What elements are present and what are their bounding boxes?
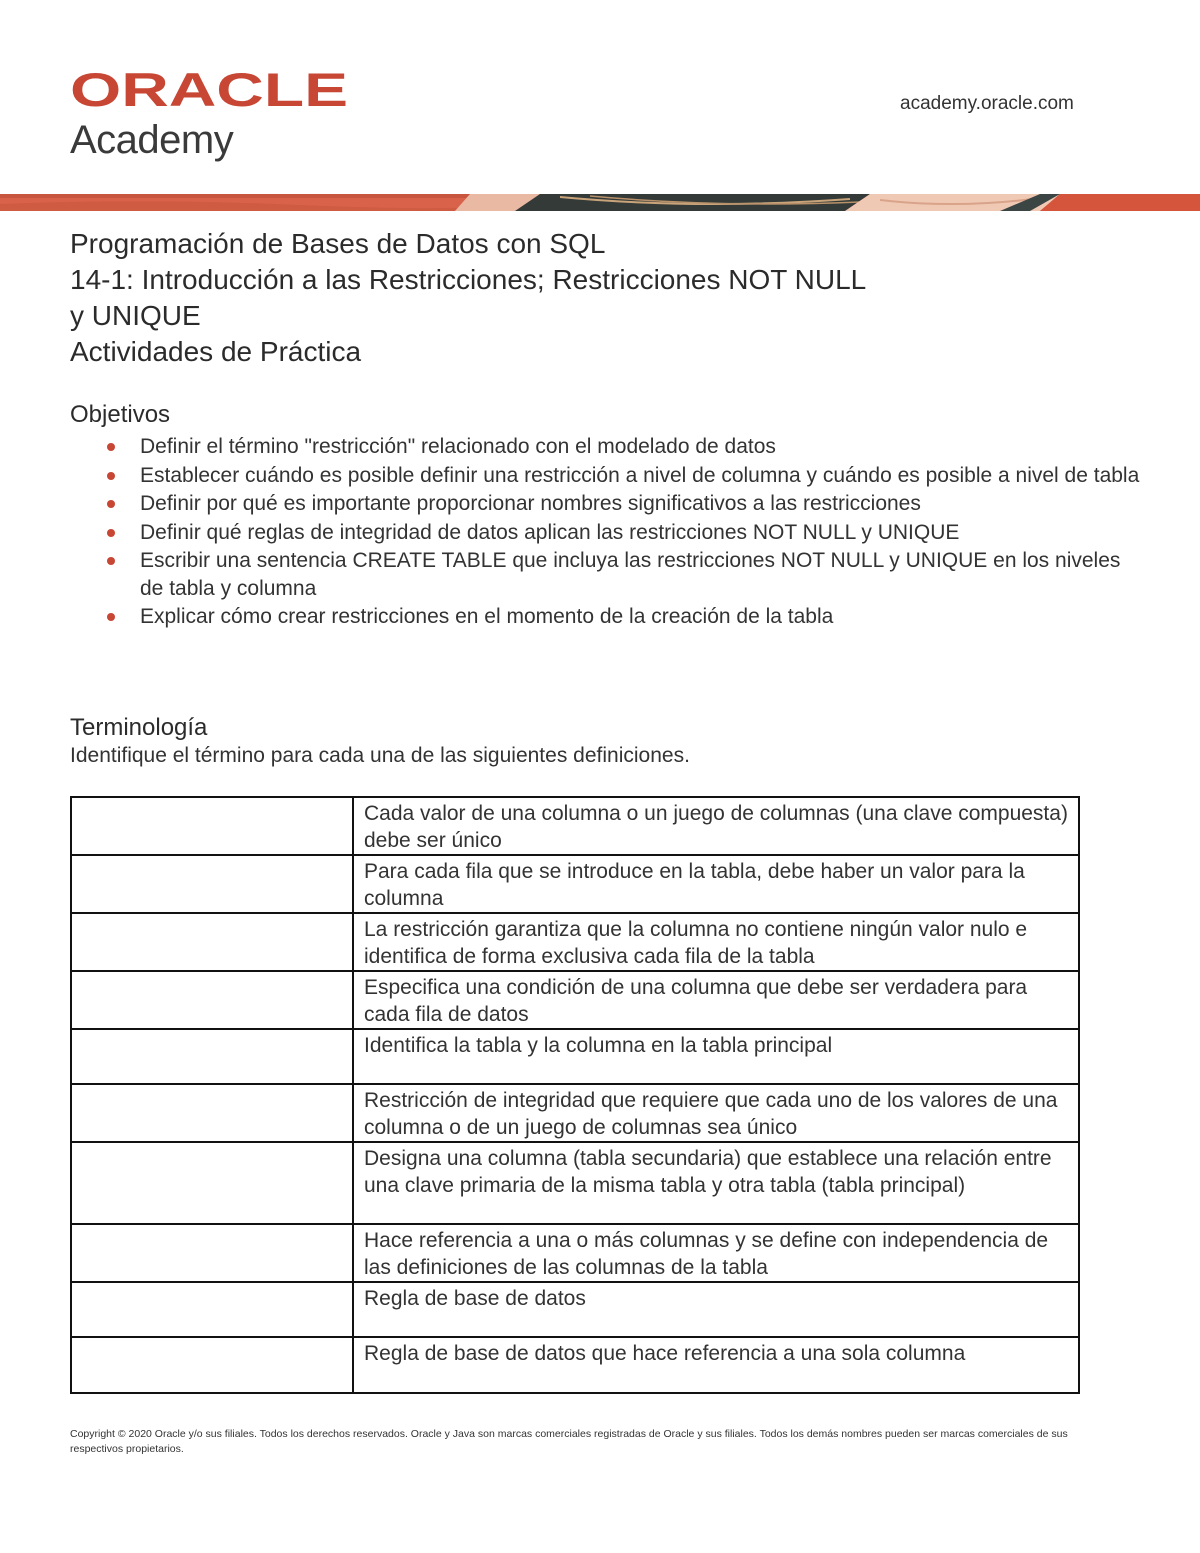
definition-cell: Hace referencia a una o más columnas y se define con independencia de las definiciones de las columnas de la tabla [353, 1224, 1079, 1282]
definition-cell: Restricción de integridad que requiere que cada uno de los valores de una columna o de un juego de columnas sea único [353, 1084, 1079, 1142]
term-cell[interactable] [71, 913, 353, 971]
svg-text:ORACLE: ORACLE [70, 70, 348, 110]
objective-item: Definir por qué es importante proporcionar nombres significativos a las restricciones [70, 490, 1140, 518]
terminology-heading: Terminología [70, 714, 208, 741]
table-row [71, 1084, 1079, 1142]
term-cell[interactable] [71, 1337, 353, 1393]
document-title [70, 226, 866, 370]
term-cell[interactable] [71, 797, 353, 855]
table-row [71, 1337, 1079, 1393]
table-row [71, 1224, 1079, 1282]
objectives-heading: Objetivos [70, 401, 171, 428]
lesson-title: 14-1: Introducción a las Restricciones; Restricciones NOT NULL [70, 264, 867, 295]
bullet-icon [107, 613, 115, 621]
term-cell[interactable] [71, 1084, 353, 1142]
bullet-icon [107, 443, 115, 451]
table-row [71, 1029, 1079, 1084]
term-cell[interactable] [71, 1282, 353, 1337]
term-cell[interactable] [71, 1029, 353, 1084]
definition-cell: Designa una columna (tabla secundaria) que establece una relación entre una clave primaria de la misma tabla y otra tabla (tabla principal) [353, 1142, 1079, 1224]
table-row [71, 855, 1079, 913]
table-row [71, 797, 1079, 855]
definition-cell: Especifica una condición de una columna que debe ser verdadera para cada fila de datos [353, 971, 1079, 1029]
table-row [71, 1282, 1079, 1337]
lesson-title-continued: y UNIQUE [70, 300, 201, 331]
objective-item: Definir qué reglas de integridad de datos aplican las restricciones NOT NULL y UNIQUE [70, 519, 1140, 547]
activity-title: Actividades de Práctica [70, 336, 362, 367]
definition-cell: Cada valor de una columna o un juego de columnas (una clave compuesta) debe ser único [353, 797, 1079, 855]
bullet-icon [107, 529, 115, 537]
table-row [71, 913, 1079, 971]
course-title: Programación de Bases de Datos con SQL [70, 228, 606, 259]
table-row [71, 971, 1079, 1029]
term-cell[interactable] [71, 1142, 353, 1224]
objectives-list [70, 433, 1140, 632]
objective-item: Explicar cómo crear restricciones en el momento de la creación de la tabla [70, 603, 1140, 631]
table-row [71, 1142, 1079, 1224]
objective-item: Escribir una sentencia CREATE TABLE que incluya las restricciones NOT NULL y UNIQUE en los niveles de tabla y columna [70, 547, 1140, 602]
objective-item: Establecer cuándo es posible definir una restricción a nivel de columna y cuándo es posible a nivel de tabla [70, 462, 1140, 490]
definition-cell: Identifica la tabla y la columna en la tabla principal [353, 1029, 1079, 1084]
academy-wordmark: Academy [70, 118, 234, 162]
terminology-table [70, 796, 1080, 1394]
term-cell[interactable] [71, 971, 353, 1029]
oracle-logo [70, 70, 348, 110]
definition-cell: La restricción garantiza que la columna no contiene ningún valor nulo e identifica de forma exclusiva cada fila de la tabla [353, 913, 1079, 971]
definition-cell: Regla de base de datos [353, 1282, 1079, 1337]
site-url: academy.oracle.com [900, 93, 1074, 114]
copyright-footer: Copyright © 2020 Oracle y/o sus filiales. Todos los derechos reservados. Oracle y Java son marcas comerciales registradas de Oracle y sus filiales. Todos los demás nombres pueden ser marcas comerciales de sus respectivos propietarios. [70, 1428, 1068, 1455]
objective-item: Definir el término "restricción" relacionado con el modelado de datos [70, 433, 1140, 461]
term-cell[interactable] [71, 1224, 353, 1282]
definition-cell: Para cada fila que se introduce en la tabla, debe haber un valor para la columna [353, 855, 1079, 913]
term-cell[interactable] [71, 855, 353, 913]
bullet-icon [107, 557, 115, 565]
bullet-icon [107, 472, 115, 480]
bullet-icon [107, 500, 115, 508]
definition-cell: Regla de base de datos que hace referencia a una sola columna [353, 1337, 1079, 1393]
decorative-banner [0, 194, 1200, 211]
terminology-instructions: Identifique el término para cada una de las siguientes definiciones. [70, 744, 690, 767]
